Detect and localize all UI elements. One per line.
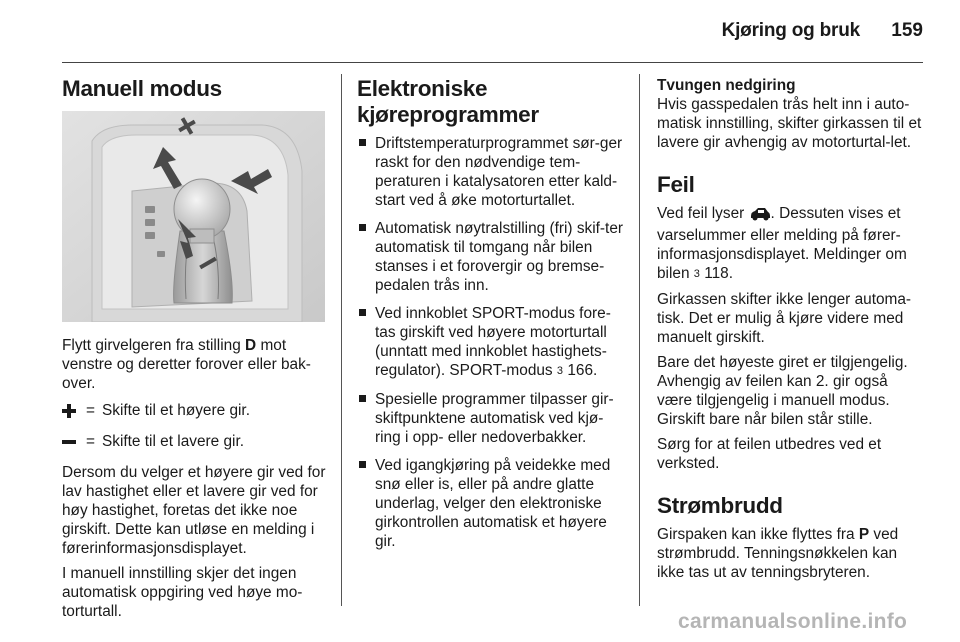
page-reference-arrow-icon[interactable]: 3 <box>556 365 564 377</box>
subheading-forced-downshift: Tvungen nedgiring <box>657 77 796 94</box>
fault-text-a: Ved feil lyser <box>657 205 749 222</box>
definition-equals: = <box>86 433 95 450</box>
fault-para1 <box>657 204 925 284</box>
power-text-c: ved strømbrudd. Tenningsnøkkelen kan ikke tas ut av tenningsbryteren. <box>657 526 899 581</box>
fault-para4: Sørg for at feilen utbedres ved et verksted. <box>657 436 882 472</box>
forced-downshift-para: Hvis gasspedalen trås helt inn i auto-matisk innstilling, skifter girkassen til et lavere gir avhengig av motorturtal-let. <box>657 96 922 151</box>
column-divider-left <box>341 74 342 606</box>
page-number: 159 <box>891 20 923 41</box>
definition-row-plus <box>62 401 326 420</box>
manual-mode-intro <box>62 336 326 393</box>
column-divider-right <box>639 74 640 606</box>
program-list <box>357 134 625 551</box>
heading-line-2: kjøreprogrammer <box>357 102 539 127</box>
list-item: Ved igangkjøring på veidekke med snø eller is, eller på andre glatte underlag, velger den elektroniske girkontrollen automatisk et høyere gir. <box>357 456 625 551</box>
position-p: P <box>858 526 870 543</box>
page-reference-arrow-icon[interactable]: 3 <box>693 268 700 280</box>
plus-icon <box>62 404 86 418</box>
list-item <box>357 304 625 381</box>
page-reference-number[interactable]: 166. <box>563 362 598 379</box>
transmission-warning-icon <box>749 207 771 226</box>
definition-text-plus: Skifte til et høyere gir. <box>102 402 250 419</box>
fault-para3: Bare det høyeste giret er tilgjengelig. Avhengig av feilen kan 2. gir også være tilgjengelig i manuell modus. Girskift bare når bilen står stille. <box>657 354 908 428</box>
header-title: Kjøring og bruk <box>721 20 860 41</box>
column-electronic-programs <box>357 76 625 560</box>
power-text-a: Girspaken kan ikke flyttes fra <box>657 526 859 543</box>
manual-mode-para2: Dersom du velger et høyere gir ved for lav hastighet eller et lavere gir ved for høy hastighet, foretas det ikke noe girskift. Dette kan utløse en melding i førerinformasjonsdisplayet. <box>62 464 326 557</box>
intro-text-c: mot venstre og deretter forover eller bak-over. <box>62 337 311 392</box>
definition-equals: = <box>86 402 95 419</box>
list-item: Spesielle programmer tilpasser gir-skiftpunktene automatisk ved kjø-ring i opp- eller nedoverbakker. <box>357 390 625 447</box>
section-heading-manual-mode: Manuell modus <box>62 76 222 101</box>
intro-text-a: Flytt girvelgeren fra stilling <box>62 337 246 354</box>
heading-line-1: Elektroniske <box>357 76 488 101</box>
definition-row-minus <box>62 432 326 451</box>
section-heading-electronic-programs <box>357 76 625 128</box>
minus-icon <box>62 435 86 449</box>
gear-selector-illustration <box>62 111 325 322</box>
header-rule <box>62 62 923 63</box>
section-heading-fault: Feil <box>657 172 695 197</box>
manual-mode-para3: I manuell innstilling skjer det ingen automatisk oppgiring ved høye mo-torturtall. <box>62 565 303 620</box>
watermark: carmanualsonline.info <box>678 610 908 633</box>
section-heading-power-failure: Strømbrudd <box>657 493 783 518</box>
list-item-text: Ved innkoblet SPORT-modus fore-tas girskift ved høyere motorturtall (unntatt med innkoblet hastighets-regulator). SPORT-modus <box>375 305 611 379</box>
definition-text-minus: Skifte til et lavere gir. <box>102 433 244 450</box>
column-manual-mode <box>62 76 326 627</box>
position-d: D <box>245 337 257 354</box>
power-failure-para <box>657 525 925 582</box>
fault-text-b: . Dessuten vises et varselummer eller melding på fører-informasjonsdisplayet. Meldinger om bilen <box>657 205 907 282</box>
column-forced-downshift <box>657 76 925 588</box>
page-reference-number[interactable]: 118. <box>699 265 734 282</box>
list-item: Driftstemperaturprogrammet sør-ger raskt for den nødvendige tem-peraturen i katalysatoren etter kald-start ved å øke motorturtallet. <box>357 134 625 210</box>
list-item: Automatisk nøytralstilling (fri) skif-ter automatisk til tomgang når bilen stanses i et forovergir og bremse-pedalen trås inn. <box>357 219 625 295</box>
fault-para2: Girkassen skifter ikke lenger automa-tisk. Det er mulig å kjøre videre med manuelt girskift. <box>657 291 912 346</box>
